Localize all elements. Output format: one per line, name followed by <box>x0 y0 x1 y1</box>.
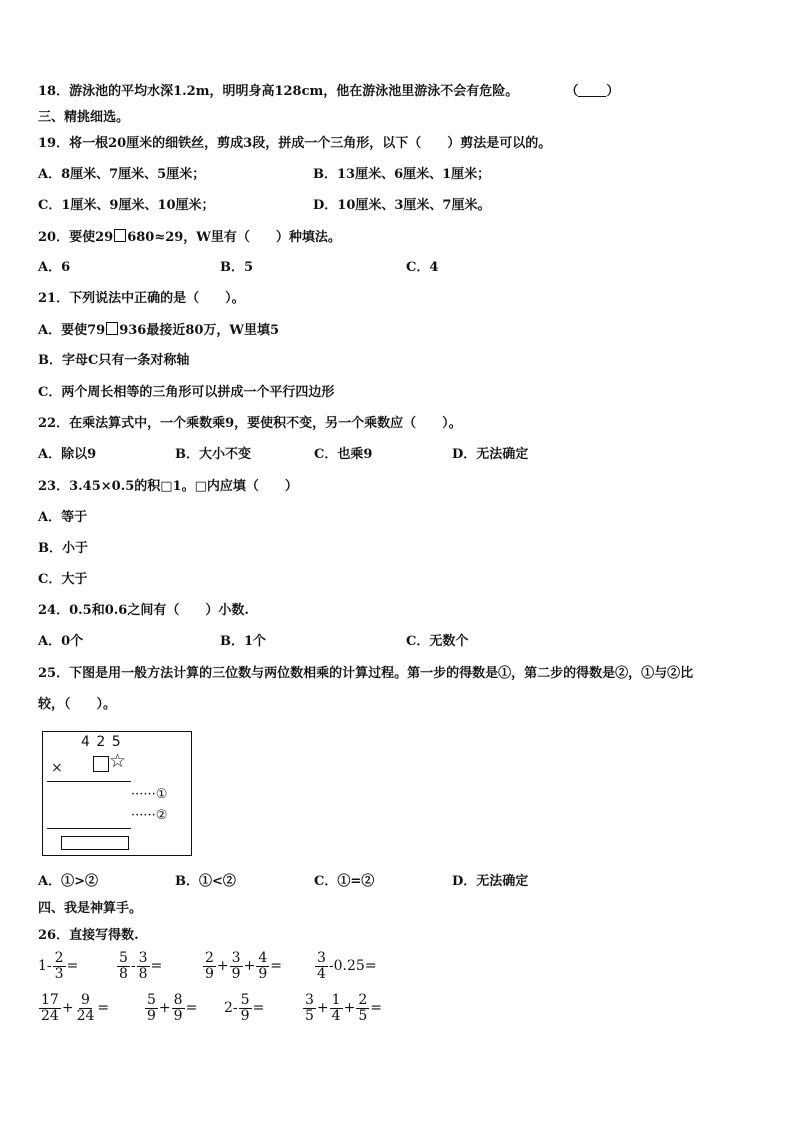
q21-option-a[interactable] <box>38 322 279 339</box>
expr-2-equals: = <box>150 958 163 974</box>
expr-7-equals: = <box>252 1000 265 1016</box>
q22-option-b[interactable]: B．大小不变 <box>175 447 251 462</box>
diagram-result-box <box>61 836 129 850</box>
answer-paren-open: （ <box>565 84 579 99</box>
q24-option-a[interactable]: A．0个 <box>38 634 84 649</box>
diagram-square-icon <box>93 756 109 772</box>
question-19: 19．将一根20厘米的细铁丝，剪成3段，拼成一个三角形，以下（ ）剪法是可以的。 <box>38 136 552 151</box>
question-18-text: 18．游泳池的平均水深1.2m，明明身高128cm，他在游泳池里游泳不会有危险。 <box>38 84 519 99</box>
fraction: $\frac{5}{9}$ <box>147 992 156 1024</box>
operator: + <box>158 1000 171 1016</box>
fraction: $\frac{2}{9}$ <box>205 950 214 982</box>
fraction: $\frac{1}{4}$ <box>331 992 341 1024</box>
q25-option-b[interactable]: B．①<② <box>175 874 236 889</box>
expr-1 <box>38 951 78 982</box>
q25-option-a[interactable]: A．①>② <box>38 874 98 889</box>
question-20 <box>38 229 341 246</box>
expr-3-equals: = <box>270 958 282 974</box>
q22-option-a[interactable]: A．除以9 <box>38 447 97 462</box>
expr-7 <box>224 993 264 1024</box>
q19-option-a[interactable]: A．8厘米、7厘米、5厘米； <box>38 167 206 182</box>
q21-option-a-pre: A．要使79 <box>38 323 106 338</box>
fraction: $\frac{3}{5}$ <box>305 992 314 1024</box>
q22-option-d[interactable]: D．无法确定 <box>452 447 529 462</box>
q23-option-a[interactable]: A．等于 <box>38 510 88 525</box>
fraction: $\frac{4}{9}$ <box>258 950 268 982</box>
diagram-rule-1 <box>47 781 131 782</box>
q21-option-a-post: 936最接近80万，W里填5 <box>119 323 280 338</box>
blank-square-icon <box>106 322 118 335</box>
fraction: $\frac{3}{4}$ <box>317 950 326 982</box>
expr-3 <box>202 951 282 982</box>
multiplication-diagram <box>42 731 192 856</box>
question-18 <box>38 84 619 100</box>
question-25-line1: 25．下图是用一般方法计算的三位数与两位数相乘的计算过程。第一步的得数是①，第二步的得数是②，①与②比 <box>38 666 694 681</box>
operator: + <box>343 1000 356 1016</box>
q24-option-c[interactable]: C．无数个 <box>406 634 469 649</box>
expr-2 <box>116 951 162 982</box>
q20-option-a[interactable]: A．6 <box>38 260 71 275</box>
fraction: $\frac{2}{3}$ <box>54 950 64 982</box>
expr-6 <box>144 993 197 1024</box>
question-26: 26．直接写得数. <box>38 928 139 943</box>
answer-paren-close: ） <box>606 84 620 99</box>
q19-option-b[interactable]: B．13厘米、6厘米、1厘米； <box>313 167 491 182</box>
question-20-post: 680≈29，W里有（ ）种填法。 <box>127 230 341 245</box>
q24-option-b[interactable]: B．1个 <box>220 634 267 649</box>
operator: + <box>61 1000 74 1016</box>
diagram-multiplicand: 4 2 5 <box>81 734 122 750</box>
operator: + <box>243 958 256 974</box>
question-21: 21．下列说法中正确的是（ ）。 <box>38 291 245 306</box>
q25-option-d[interactable]: D．无法确定 <box>452 874 529 889</box>
expr-5-equals: = <box>97 1000 110 1016</box>
q20-option-c[interactable]: C．4 <box>406 260 439 275</box>
expr-8-equals: = <box>370 1000 382 1016</box>
question-24: 24．0.5和0.6之间有（ ）小数. <box>38 603 249 618</box>
q23-option-c[interactable]: C．大于 <box>38 572 88 587</box>
diagram-step-1: ······① <box>131 787 168 802</box>
q21-option-b[interactable]: B．字母C只有一条对称轴 <box>38 353 190 368</box>
fraction: $\frac{17}{24}$ <box>41 992 59 1024</box>
question-22: 22．在乘法算式中，一个乘数乘9，要使积不变，另一个乘数应（ ）。 <box>38 416 462 431</box>
q22-option-c[interactable]: C．也乘9 <box>314 447 373 462</box>
question-23: 23．3.45×0.5的积□1。□内应填（ ） <box>38 479 298 494</box>
expr-1-equals: = <box>66 958 79 974</box>
expr-5 <box>38 993 109 1024</box>
fraction: $\frac{3}{9}$ <box>231 950 241 982</box>
section-4-heading: 四、我是神算手。 <box>38 901 143 916</box>
diagram-rule-2 <box>47 828 131 829</box>
fraction: $\frac{3}{8}$ <box>138 950 148 982</box>
section-3-heading: 三、精挑细选。 <box>38 110 130 125</box>
diagram-step-2: ······② <box>131 808 168 823</box>
expr-4-tail: -0.25= <box>328 958 377 974</box>
fraction: $\frac{8}{9}$ <box>173 992 183 1024</box>
question-25-line2: 较，（ ）。 <box>38 697 117 712</box>
diagram-star-icon: ☆ <box>109 750 127 772</box>
operator: - <box>130 958 136 974</box>
operator: + <box>216 958 229 974</box>
q25-option-c[interactable]: C．①=② <box>314 874 375 889</box>
expr-1-lead: 1- <box>38 958 52 974</box>
fraction: $\frac{5}{9}$ <box>240 992 250 1024</box>
q19-option-c[interactable]: C．1厘米、9厘米、10厘米； <box>38 198 215 213</box>
fraction: $\frac{5}{8}$ <box>119 950 128 982</box>
q20-option-b[interactable]: B．5 <box>220 260 254 275</box>
blank-square-icon <box>114 229 126 242</box>
expr-7-lead: 2- <box>224 1000 238 1016</box>
q23-option-b[interactable]: B．小于 <box>38 541 88 556</box>
fraction: $\frac{9}{24}$ <box>76 992 95 1024</box>
fraction: $\frac{2}{5}$ <box>358 992 368 1024</box>
question-20-pre: 20．要使29 <box>38 230 114 245</box>
expr-4 <box>314 951 377 982</box>
q19-option-d[interactable]: D．10厘米、3厘米、7厘米。 <box>313 198 491 213</box>
expr-8 <box>302 993 382 1024</box>
diagram-times-sign: × <box>51 760 63 776</box>
expr-6-equals: = <box>185 1000 198 1016</box>
operator: + <box>316 1000 329 1016</box>
q21-option-c[interactable]: C．两个周长相等的三角形可以拼成一个平行四边形 <box>38 385 335 400</box>
answer-blank[interactable] <box>578 84 606 97</box>
